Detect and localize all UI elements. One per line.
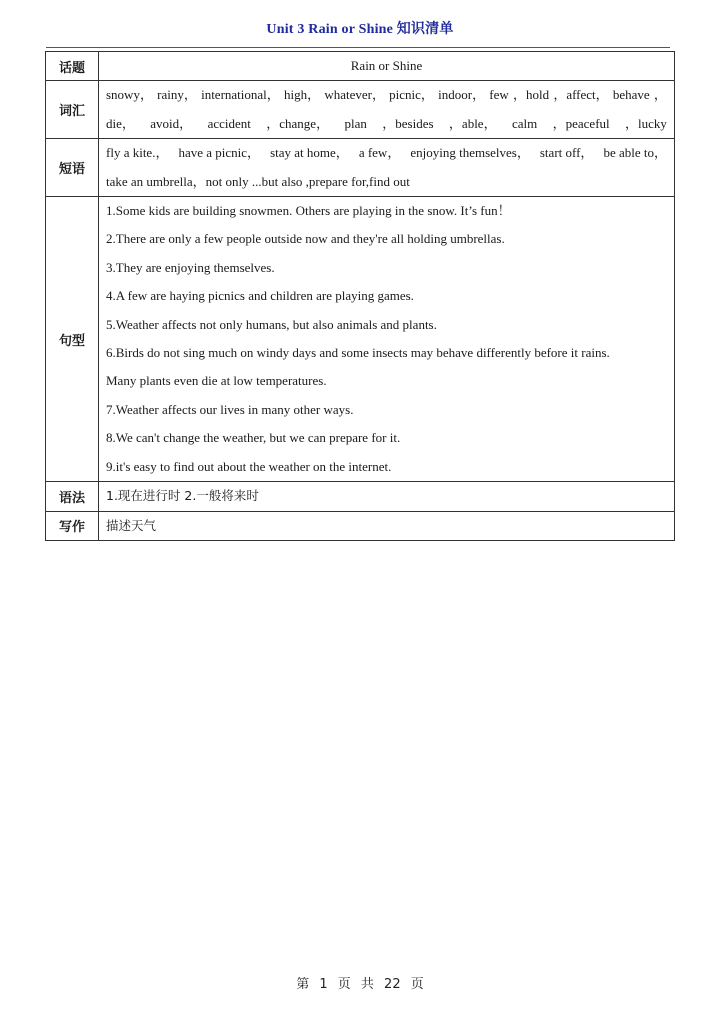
table-row-vocab	[46, 81, 675, 139]
row-label-topic: 话题	[46, 52, 99, 81]
phrases-line-2: take an umbrella，not only ...but also ,prepare for,find out	[106, 173, 410, 189]
sentence-line: 6.Birds do not sing much on windy days and some insects may behave differently before it rains.	[106, 345, 610, 361]
vocab-word: plan	[344, 115, 367, 131]
table-row-writing	[46, 511, 675, 540]
vocab-word: avoid，	[150, 115, 193, 131]
vocab-line-1	[106, 81, 667, 109]
phrase-item: stay at home，	[270, 145, 349, 161]
vocab-word: whatever，	[324, 87, 385, 103]
sentences-cell	[99, 197, 675, 482]
phrase-item: have a picnic，	[178, 145, 261, 161]
sentence-line: 3.They are enjoying themselves.	[106, 259, 275, 275]
table-row-sentences	[46, 197, 675, 482]
vocab-word: few	[489, 87, 509, 103]
sentence-line: 9.it's easy to find out about the weather on the internet.	[106, 458, 392, 474]
knowledge-table	[45, 51, 675, 541]
vocab-cell	[99, 81, 675, 139]
phrase-item: start off，	[539, 145, 594, 161]
sentence-line: 4.A few are haying picnics and children are playing games.	[106, 288, 414, 304]
vocab-word: behave	[612, 87, 650, 103]
vocab-line-2	[106, 110, 667, 138]
vocab-word: rainy，	[157, 87, 197, 103]
row-label-vocab: 词汇	[46, 81, 99, 139]
table-row-phrases	[46, 139, 675, 197]
sentence-line: 2.There are only a few people outside now and they're all holding umbrellas.	[106, 231, 505, 247]
vocab-word: ，hold	[512, 87, 550, 103]
phrase-item: enjoying themselves，	[410, 145, 530, 161]
sentence-line: 1.Some kids are building snowmen. Others are playing in the snow. It’s fun！	[106, 203, 511, 219]
sentence-line: 8.We can't change the weather, but we can prepare for it.	[106, 430, 401, 446]
row-label-phrases: 短语	[46, 139, 99, 197]
vocab-word: indoor，	[438, 87, 486, 103]
vocab-word: ，besides	[382, 115, 434, 131]
grammar-text: 1.现在进行时 2.一般将来时	[99, 482, 675, 511]
vocab-word: ，able，	[448, 115, 497, 131]
phrases-cell	[99, 139, 675, 197]
vocab-word: calm	[511, 115, 538, 131]
page-number: 第 1 页 共 22 页	[296, 977, 424, 992]
topic-text: Rain or Shine	[99, 52, 675, 81]
phrase-item: fly a kite.，	[106, 145, 169, 161]
vocab-word: accident	[207, 115, 251, 131]
sentence-line: 5.Weather affects not only humans, but also animals and plants.	[106, 316, 437, 332]
vocab-word: ，peaceful	[552, 115, 610, 131]
vocab-word: high，	[283, 87, 321, 103]
phrase-item: be able to，	[603, 145, 667, 161]
phrases-line-1	[106, 139, 667, 167]
row-label-grammar: 语法	[46, 482, 99, 511]
vocab-word: picnic，	[389, 87, 434, 103]
vocab-word: ，change，	[266, 115, 330, 131]
table-row-grammar	[46, 482, 675, 511]
vocab-word: die，	[106, 115, 135, 131]
table-row-topic	[46, 52, 675, 81]
vocab-word: snowy，	[106, 87, 153, 103]
phrase-item: a few，	[358, 145, 401, 161]
row-label-writing: 写作	[46, 511, 99, 540]
vocab-word: ，	[653, 87, 667, 103]
row-label-sentences: 句型	[46, 197, 99, 482]
vocab-word: ，affect，	[553, 87, 609, 103]
sentence-line: Many plants even die at low temperatures.	[106, 373, 327, 389]
page-title: Unit 3 Rain or Shine 知识清单	[266, 22, 454, 37]
writing-text: 描述天气	[99, 511, 675, 540]
vocab-word: international，	[201, 87, 280, 103]
vocab-word: ，lucky	[625, 115, 667, 131]
header-divider	[46, 47, 670, 48]
sentence-line: 7.Weather affects our lives in many other ways.	[106, 401, 354, 417]
